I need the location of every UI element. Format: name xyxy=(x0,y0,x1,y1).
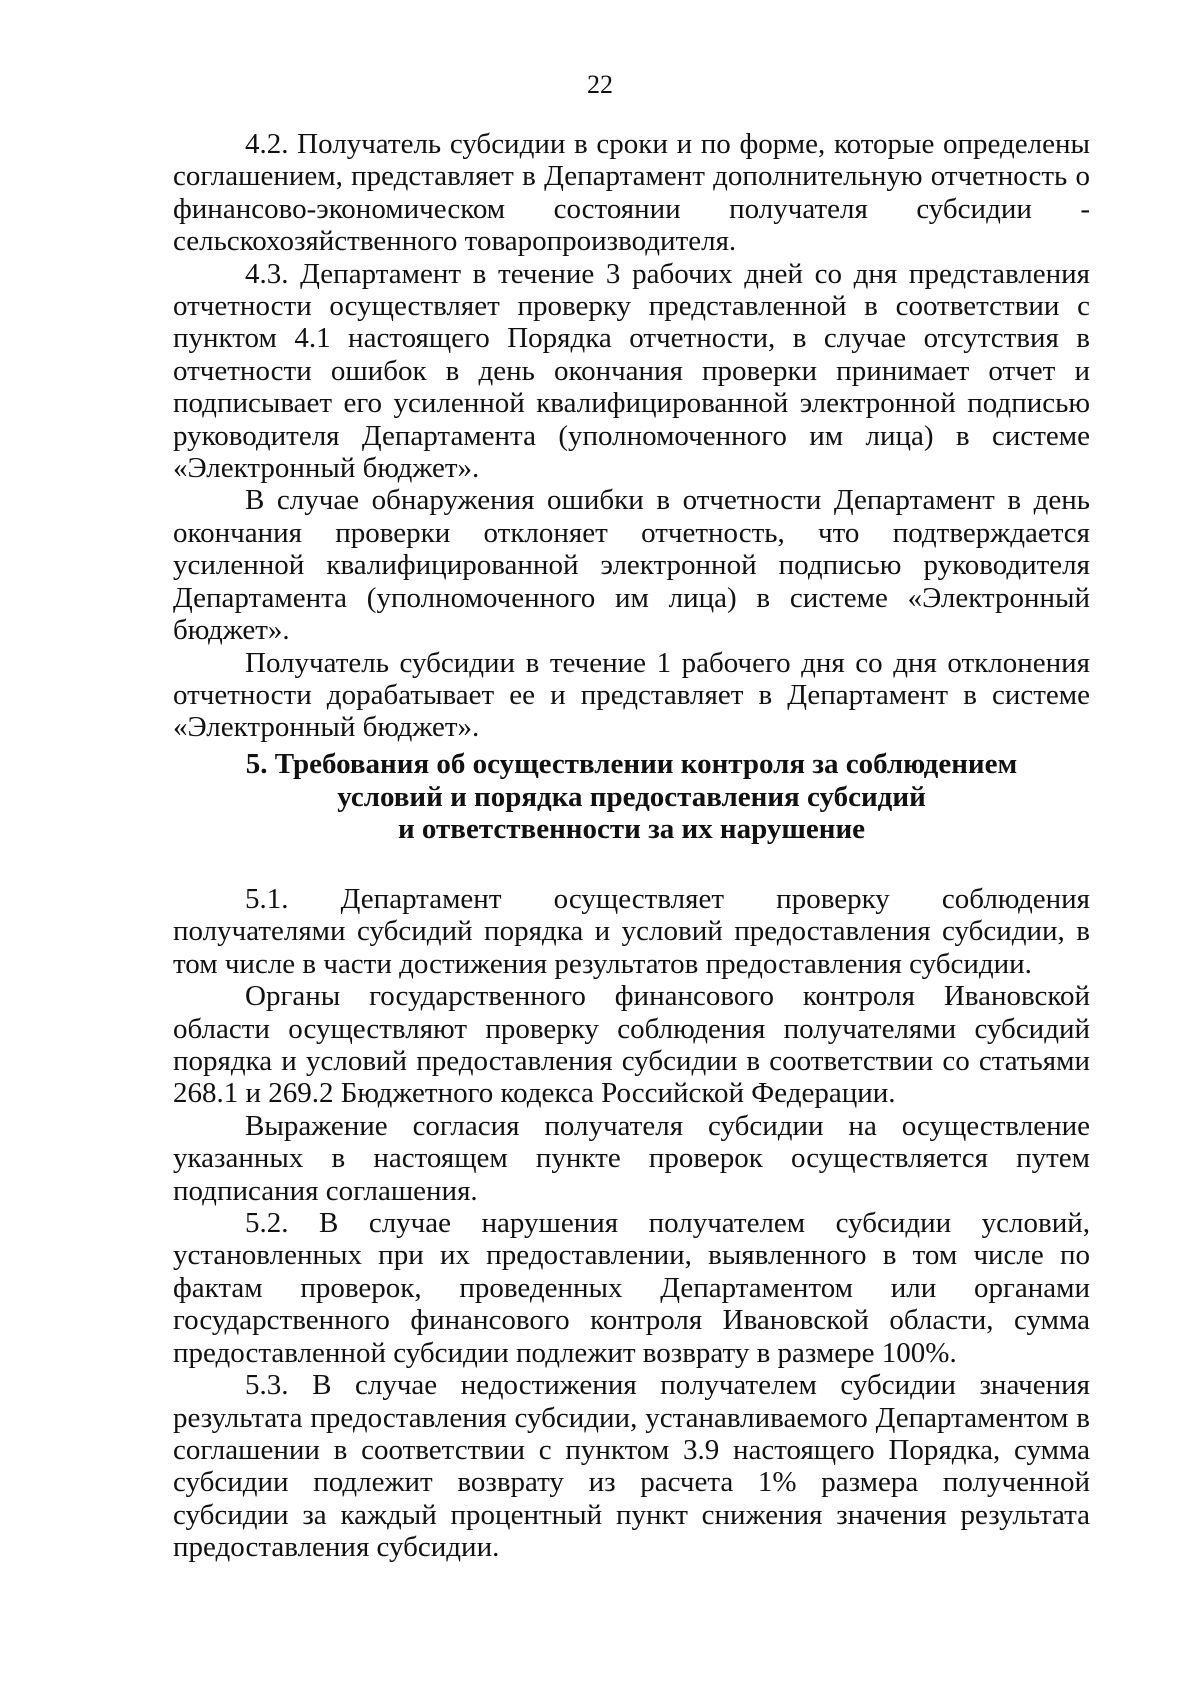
paragraph-5-1: 5.1. Департамент осуществляет проверку соблюдения получателями субсидий порядка и условий предоставления субсидии, в том числе в части достижения результатов предоставления субсидии. xyxy=(173,883,1090,980)
paragraph-5-2: 5.2. В случае нарушения получателем субсидии условий, установленных при их предоставлении, выявленного в том числе по фактам проверок, проведенных Департаментом или органами государственного финансового контроля Ивановской области, сумма предоставленной субсидии подлежит возврату в размере 100%. xyxy=(173,1207,1090,1369)
paragraph-4-2: 4.2. Получатель субсидии в сроки и по форме, которые определены соглашением, представляет в Департамент дополнительную отчетность о финансово-экономическом состоянии получателя субсидии - сельскохозяйственного товаропроизводителя. xyxy=(173,128,1090,258)
section-5-heading xyxy=(173,748,1090,846)
paragraph-5-1-control-bodies: Органы государственного финансового контроля Ивановской области осуществляют проверку соблюдения получателями субсидий порядка и условий предоставления субсидии в соответствии со статьями 268.1 и 269.2 Бюджетного кодекса Российской Федерации. xyxy=(173,980,1090,1110)
section-4-text xyxy=(173,128,1090,744)
paragraph-4-3-rework: Получатель субсидии в течение 1 рабочего дня со дня отклонения отчетности дорабатывает ее и представляет в Департамент в системе «Электронный бюджет». xyxy=(173,646,1090,744)
section-5-heading-line-3: и ответственности за их нарушение xyxy=(397,813,866,845)
section-5-heading-line-1: 5. Требования об осуществлении контроля за соблюдением xyxy=(245,748,1018,780)
paragraph-4-3-error-case: В случае обнаружения ошибки в отчетности Департамент в день окончания проверки отклоняет отчетность, что подтверждается усиленной квалифицированной электронной подписью руководителя Департамента (уполномоченного им лица) в системе «Электронный бюджет». xyxy=(173,484,1090,647)
page-number: 22 xyxy=(587,70,613,99)
section-5-heading-line-2: условий и порядка предоставления субсидий xyxy=(337,780,926,813)
paragraph-4-3: 4.3. Департамент в течение 3 рабочих дней со дня представления отчетности осуществляет проверку представленной в соответствии с пунктом 4.1 настоящего Порядка отчетности, в случае отсутствия в отчетности ошибок в день окончания проверки принимает отчет и подписывает его усиленной квалифицированной электронной подписью руководителя Департамента (уполномоченного им лица) в системе «Электронный бюджет». xyxy=(173,257,1090,485)
section-5-text xyxy=(173,883,1090,1564)
paragraph-5-3: 5.3. В случае недостижения получателем субсидии значения результата предоставления субсидии, устанавливаемого Департаментом в соглашении в соответствии с пунктом 3.9 настоящего Порядка, сумма субсидии подлежит возврату из расчета 1% размера полученной субсидии за каждый процентный пункт снижения значения результата предоставления субсидии. xyxy=(173,1369,1090,1564)
paragraph-5-1-consent: Выражение согласия получателя субсидии на осуществление указанных в настоящем пункте проверок осуществляется путем подписания соглашения. xyxy=(173,1109,1090,1207)
